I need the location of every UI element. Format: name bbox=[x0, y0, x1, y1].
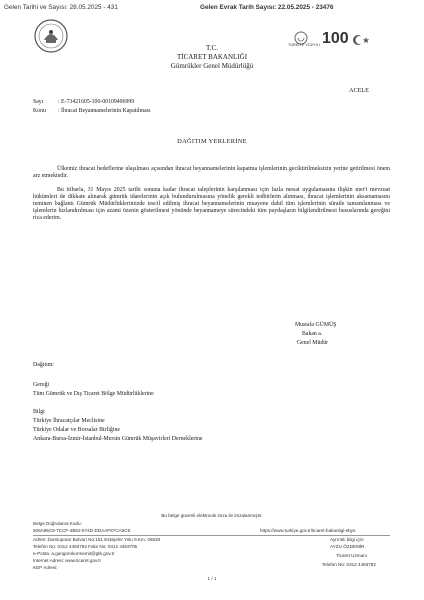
logo-100-text: 100 bbox=[322, 30, 349, 47]
bilgi-label: Bilgi bbox=[33, 409, 45, 415]
footer-kep: KEP Adresi: bbox=[33, 565, 58, 570]
paragraph-1: Ülkemiz ihracat hedeflerine ulaşılması açısından ihracat beyannamelerinin kapatma işlemlerinin geciktirilmeksizin yerine getirilmesi önem arz etmektedir. bbox=[33, 166, 390, 179]
gereg-label: Gereği bbox=[33, 382, 50, 388]
signer-name: Mustafa GÜMÜŞ bbox=[295, 322, 337, 328]
priority-label: ACELE bbox=[349, 87, 369, 94]
info-title: Ticaret Uzmanı bbox=[336, 553, 367, 558]
info-name: AYZU ÖZDEMİR bbox=[330, 544, 365, 549]
distribution-heading: DAĞITIM YERLERİNE bbox=[177, 138, 247, 145]
footer-address: Adres: Dumlupınar Bulvarı No:151 Eskişehir Yolu 9.Km. 06530 bbox=[33, 537, 161, 542]
info-label: Ayrıntılı bilgi için: bbox=[330, 537, 365, 542]
konu-label: Konu bbox=[33, 108, 46, 114]
footer-divider bbox=[33, 535, 390, 536]
bilgi-item: Türkiye İhracatçılar Meclisine bbox=[33, 418, 105, 424]
signer-role-1: Bakan a. bbox=[302, 331, 323, 337]
signer-role-2: Genel Müdür bbox=[297, 340, 329, 346]
footer-web: İnternet Adresi: www.ticaret.gov.tr bbox=[33, 558, 102, 563]
evrak-date-stamp: Gelen Evrak Tarih Sayısı: 22.05.2025 - 23476 bbox=[200, 4, 334, 11]
turkiye-yuzyili-text: TÜRKİYE YÜZYILI bbox=[288, 43, 320, 47]
header-ministry: TİCARET BAKANLIĞI bbox=[176, 53, 248, 61]
distribution-label: Dağıtım: bbox=[33, 362, 54, 368]
info-phone: Telefon No: 0312 4493782 bbox=[322, 562, 376, 567]
esign-note: Bu belge güvenli elektronik imza ile imzalanmıştır. bbox=[161, 513, 263, 518]
footer-phone-fax: Telefon No: 0312 4493782 Faks No: 0312 4493705 bbox=[33, 544, 138, 549]
incoming-date-stamp: Gelen Tarihi ve Sayısı: 28.05.2025 - 431 bbox=[4, 4, 118, 11]
gereg-item: Tüm Gümrük ve Dış Ticaret Bölge Müdürlüklerine bbox=[33, 391, 154, 397]
verify-label: Belge Doğrulama Kodu: bbox=[33, 521, 82, 526]
page-number: 1 / 1 bbox=[207, 576, 217, 581]
sayi-value: : E-73421605-100-00109496999 bbox=[58, 99, 135, 105]
footer-email: e-Posta: a.gungorokurmemit@gtb.gov.tr bbox=[33, 551, 115, 556]
paragraph-2: Bu itibarla, 31 Mayıs 2025 tarihi sonuna kadar ihracat taleplerinin karşılanması için fazla mesai uygulamasına ilişkin mer'i mevzuat hükümleri de dikkate alınarak gümrük idarelerinin açık bulundurulmasına yönelik gerekli tedbirlerin alınması, ihracat işlemlerinin aksamamasını teminen bağlantı Gümrük Müdürlüklerimizde tescil edilmiş ihracat beyannamelerinin muayene dahil tüm işlemlerinin süratle tamamlanması ve işlemlerin hızlandırılması için azami özenin gösterilmesi yönünde beyannameye sürecindeki tüm paydaşların bilgilendirilmesi hususlarında gereğini rica ederim. bbox=[33, 187, 390, 221]
verify-url-link[interactable]: https://www.turkiye.gov.tr/ticaret-bakanligi-ebys bbox=[260, 528, 356, 533]
konu-value: : İhracat Beyannamelerinin Kapatılması bbox=[58, 108, 151, 114]
bilgi-item: Ankara-Bursa-İzmir-İstanbul-Mersin Gümrük Müşavirleri Derneklerine bbox=[33, 436, 203, 442]
verify-code: 506A95C8-7CCF-4B52-874D-DDAAF87CA5CE bbox=[33, 528, 131, 533]
sayi-label: Sayı bbox=[33, 99, 44, 105]
bilgi-item: Türkiye Odalar ve Borsalar Birliğine bbox=[33, 427, 121, 433]
header-directorate: Gümrükler Genel Müdürlüğü bbox=[170, 62, 254, 70]
header-tc: T.C. bbox=[206, 44, 218, 52]
